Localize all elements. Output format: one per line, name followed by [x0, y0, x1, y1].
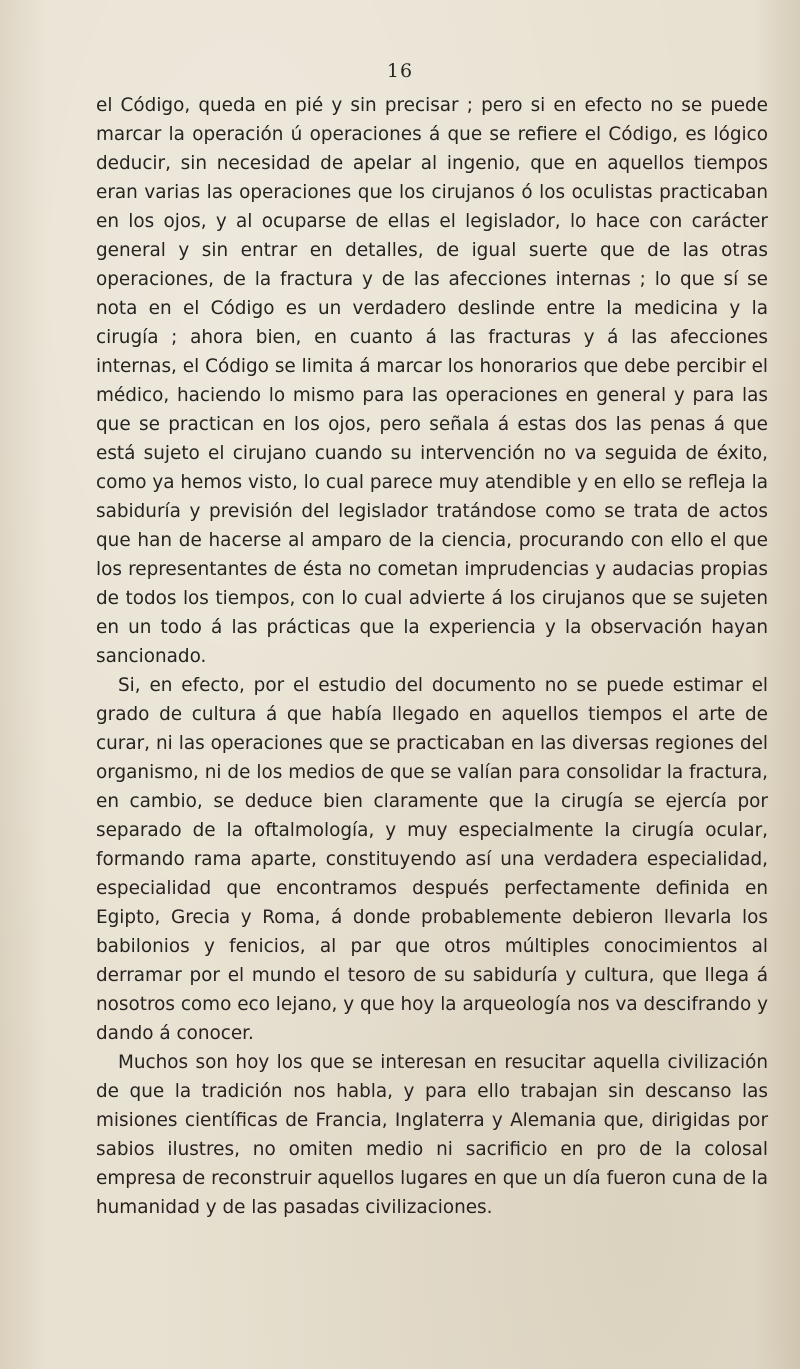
body-text [96, 91, 768, 1222]
paragraph-2: Si, en efecto, por el estudio del documento no se puede estimar el grado de cultura á que había llegado en aquellos tiempos el arte de curar, ni las operaciones que se practicaban en las diversas regiones del organismo, ni de los medios de que se valían para consolidar la fractura, en cambio, se deduce bien claramente que la cirugía se ejercía por separado de la oftalmología, y muy especialmente la cirugía ocular, formando rama aparte, constituyendo así una verdadera especialidad, especialidad que encontramos después perfectamente definida en Egipto, Grecia y Roma, á donde probablemente debieron llevarla los babilonios y fenicios, al par que otros múltiples conocimientos al derramar por el mundo el tesoro de su sabiduría y cultura, que llega á nosotros como eco lejano, y que hoy la arqueología nos va descifrando y dando á conocer. [96, 675, 768, 1044]
paragraph-1: el Código, queda en pié y sin precisar ; pero si en efecto no se puede marcar la operación ú operaciones á que se refiere el Código, es lógico deducir, sin necesidad de apelar al ingenio, que en aquellos tiempos eran varias las operaciones que los cirujanos ó los oculistas practicaban en los ojos, y al ocuparse de ellas el legislador, lo hace con carácter general y sin entrar en detalles, de igual suerte que de las otras operaciones, de la fractura y de las afecciones internas ; lo que sí se nota en el Código es un verdadero deslinde entre la medicina y la cirugía ; ahora bien, en cuanto á las fracturas y á las afecciones internas, el Código se limita á marcar los honorarios que debe percibir el médico, haciendo lo mismo para las operaciones en general y para las que se practican en los ojos, pero señala á estas dos las penas á que está sujeto el cirujano cuando su intervención no va seguida de éxito, como ya hemos visto, lo cual parece muy atendible y en ello se refleja la sabiduría y previsión del legislador tratándose como se trata de actos que han de hacerse al amparo de la ciencia, procurando con ello el que los representantes de ésta no cometan imprudencias y audacias propias de todos los tiempos, con lo cual advierte á los cirujanos que se sujeten en un todo á las prácticas que la experiencia y la observación hayan sancionado. [96, 95, 768, 667]
page-number: 16 [386, 60, 414, 82]
paragraph-3: Muchos son hoy los que se interesan en resucitar aquella civilización de que la tradición nos habla, y para ello trabajan sin descanso las misiones científicas de Francia, Inglaterra y Alemania que, dirigidas por sabios ilustres, no omiten medio ni sacrificio en pro de la colosal empresa de reconstruir aquellos lugares en que un día fueron cuna de la humanidad y de las pasadas civilizaciones. [96, 1052, 768, 1218]
